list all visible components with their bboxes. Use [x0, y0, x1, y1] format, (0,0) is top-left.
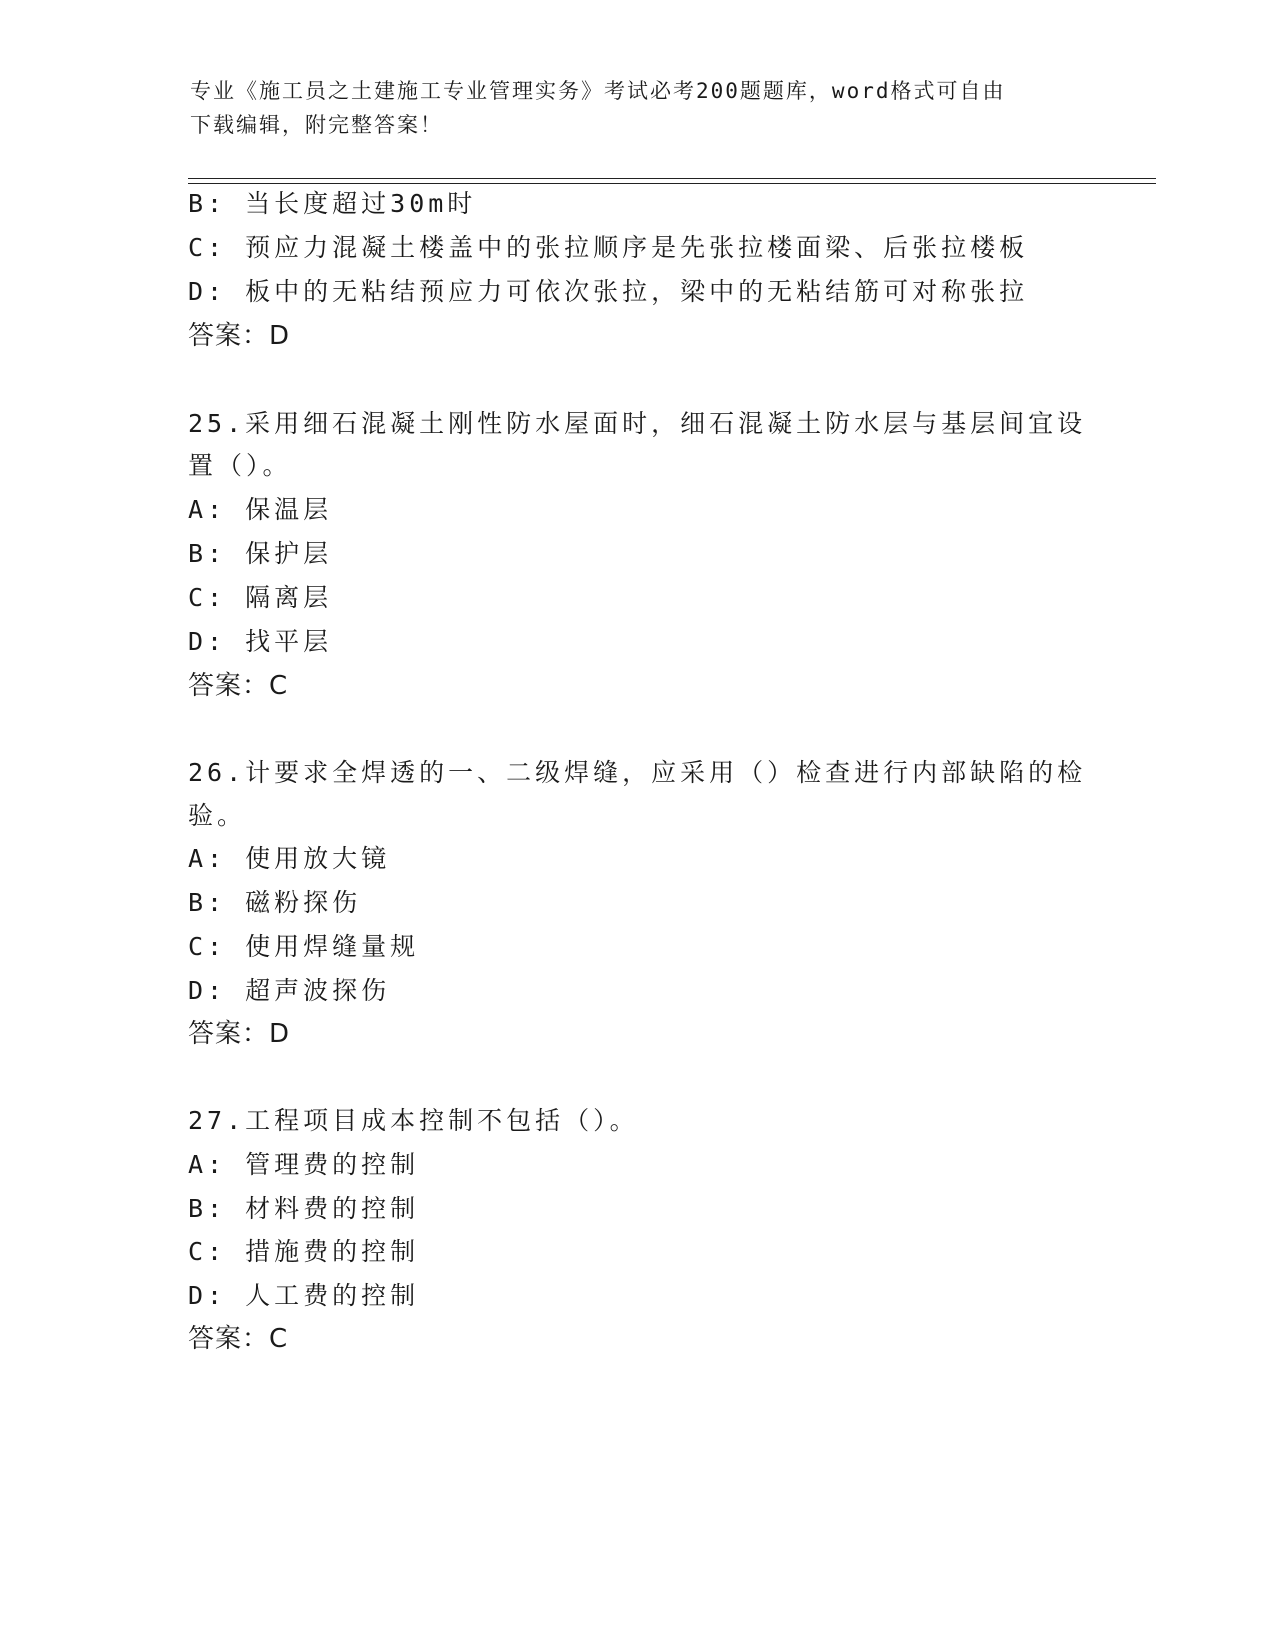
question-stem: 27.工程项目成本控制不包括（）。: [188, 1106, 639, 1135]
option-c: C: 预应力混凝土楼盖中的张拉顺序是先张拉楼面梁、后张拉楼板: [188, 233, 1029, 262]
header-line-1: 专业《施工员之土建施工专业管理实务》考试必考200题题库，word格式可自由: [190, 79, 1006, 103]
option-b: B: 保护层: [188, 539, 333, 568]
question-stem-continued: 验。: [188, 801, 247, 830]
header-divider-top: [188, 178, 1156, 179]
option-b: B: 当长度超过30m时: [188, 189, 477, 218]
option-a: A: 保温层: [188, 495, 333, 524]
answer: 答案：C: [188, 1324, 289, 1354]
header-divider-bottom: [188, 183, 1156, 184]
answer: 答案：D: [188, 1019, 291, 1049]
header-line-2: 下载编辑，附完整答案！: [190, 113, 443, 137]
answer: 答案：C: [188, 671, 289, 701]
option-d: D: 板中的无粘结预应力可依次张拉，梁中的无粘结筋可对称张拉: [188, 277, 1029, 306]
question-stem: 26.计要求全焊透的一、二级焊缝，应采用（）检查进行内部缺陷的检: [188, 758, 1087, 787]
option-b: B: 磁粉探伤: [188, 888, 362, 917]
option-d: D: 找平层: [188, 627, 333, 656]
option-d: D: 超声波探伤: [188, 976, 391, 1005]
answer: 答案：D: [188, 321, 291, 351]
option-a: A: 管理费的控制: [188, 1150, 420, 1179]
option-d: D: 人工费的控制: [188, 1281, 420, 1310]
option-c: C: 使用焊缝量规: [188, 932, 420, 961]
option-a: A: 使用放大镜: [188, 844, 391, 873]
option-b: B: 材料费的控制: [188, 1194, 420, 1223]
question-stem-continued: 置（）。: [188, 451, 292, 480]
question-stem: 25.采用细石混凝土刚性防水屋面时，细石混凝土防水层与基层间宜设: [188, 409, 1087, 438]
option-c: C: 措施费的控制: [188, 1237, 420, 1266]
document-header: [190, 74, 1090, 142]
option-c: C: 隔离层: [188, 583, 333, 612]
